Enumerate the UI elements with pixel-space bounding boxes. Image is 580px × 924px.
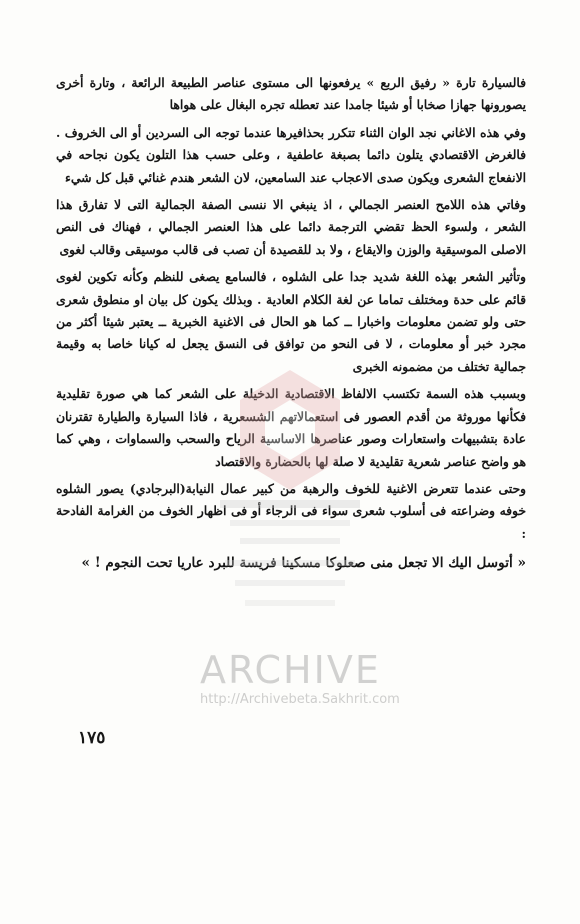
paragraph-4: وتأثير الشعر بهذه اللغة شديد جدا على الشلوه ، فالسامع يصغى للنظم وكأنه تكوين لغوى قائم على حدة ومختلف تماما عن لغة الكلام العادية . وبذلك يكون كل بيان او منطوق شعرى حتى ولو تضمن معلومات واخبارا ــ كما هو الحال فى الاغنية الخبرية ــ يعتبر شيئا أكثر من مجرد خبر أو معلومات ، لا فى النحو من توافق فى النسق يجعل له كيانا خاصا به وقيمة جمالية تختلف من مضمونه الخبرى: [56, 269, 526, 374]
watermark-url: http://Archivebeta.Sakhrit.com: [200, 692, 400, 707]
paragraph-2: وفي هذه الاغاني نجد الوان الثناء تتكرر بحذافيرها عندما توجه الى السردين أو الى الخروف . فالغرض الاقتصادي يتلون دائما بصبغة عاطفية ، وعلى حسب هذا التلون يكون نجاحه في الانفعاج الشعرى ويكون صدى الاعجاب عند السامعين، لان الشعر هندم غنائي قبل كل شيء: [56, 124, 526, 185]
page-body: [56, 72, 526, 580]
paragraph-6: وحتى عندما تتعرض الاغنية للخوف والرهبة من كبير عمال النيابة(البرجادي) يصور الشلوه خوفه وضراعته فى أسلوب شعرى سواء فى الرجاء أو فى اظهار الخوف من الغرامة الفادحة :: [56, 480, 526, 541]
page-number: ١٧٥: [78, 728, 106, 748]
quoted-verse: « أتوسل اليك الا تجعل منى صعلوكا مسكينا فريسة للبرد عاريا تحت النجوم ! »: [81, 555, 526, 572]
paragraph-5: وبسبب هذه السمة تكتسب الالفاظ الاقتصادية الدخيلة على الشعر كما هي صورة تقليدية فكأنها موروثة من أقدم العصور فى استعمالاتهم الشسعرية ، فاذا السيارة والطيارة تقترنان عادة بتشبيهات واستعارات وصور عناصرها الاساسية الرياح والسحب والسماوات ، وهي كما هو واضح عناصر شعرية تقليدية لا صلة لها بالحضارة والاقتصاد: [56, 386, 526, 469]
paragraph-3: وفاتي هذه اللامح العنصر الجمالي ، اذ ينبغي الا ننسى الصفة الجمالية التى لا تفارق هذا الشعر ، ولسوء الحظ تقضي الترجمة دائما على هذا العنصر الجمالي ، فهناك فى النص الاصلى الموسيقية والوزن والايقاع ، ولا بد للقصيدة أن تصب فى قالب موسيقى وقالب لغوى: [56, 197, 526, 257]
watermark-brand: ARCHIVE: [200, 648, 381, 692]
paragraph-1: فالسيارة تارة « رفيق الربع » يرفعونها الى مستوى عناصر الطبيعة الرائعة ، وتارة أخرى يصورونها جهازا صخابا أو شيئا جامدا عند تعطله تجره البغال على هواها: [56, 75, 526, 113]
